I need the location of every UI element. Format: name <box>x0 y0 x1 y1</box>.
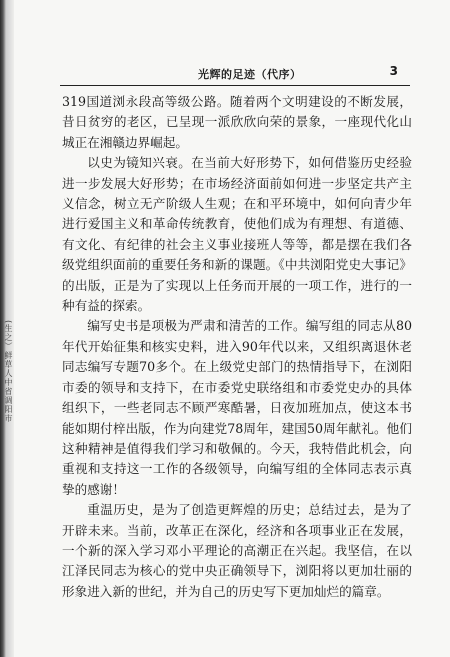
body-text <box>62 92 412 602</box>
header-rule <box>60 85 410 86</box>
paragraph: 以史为镜知兴衰。在当前大好形势下，如何借鉴历史经验进一步发展大好形势；在市场经济面前如何进一步坚定共产主义信念，树立无产阶级人生观；在和平环境中，如何向青少年进行爱国主义和革命传统教育，使他们成为有理想、有道德、有文化、有纪律的社会主义事业接班人等等，都是摆在我们各级党组织面前的重要任务和新的课题。《中共浏阳党史大事记》的出版，正是为了实现以上任务而开展的一项工作，进行的一种有益的探索。 <box>62 155 412 314</box>
paragraph: 重温历史，是为了创造更辉煌的历史；总结过去，是为了开辟未来。当前，改革正在深化，经济和各项事业正在发展，一个新的深入学习邓小平理论的高潮正在兴起。我坚信，在以江泽民同志为核心的党中央正确领导下，浏阳将以更加壮丽的形象进入新的世纪，并为自己的历史写下更加灿烂的篇章。 <box>62 502 412 599</box>
running-head-title: 光辉的足迹（代序） <box>198 68 302 81</box>
page-number: 3 <box>389 64 398 78</box>
paragraph-continued: 319国道浏永段高等级公路。随着两个文明建设的不断发展，昔日贫穷的老区，已呈现一派欣欣向荣的景象，一座现代化山城正在湘赣边界崛起。 <box>62 94 412 150</box>
paragraph: 编写史书是项极为严肃和清苦的工作。编写组的同志从80年代开始征集和核实史料，进入90年代以来，又组织离退休老同志编写专题70多个。在上级党史部门的热情指导下，在浏阳市委的领导和支持下，在市委党史联络组和市委党史办的具体组织下，一些老同志不顾严寒酷暑，日夜加班加点，使这本书能如期付梓出版，作为向建党78周年，建国50周年献礼。他们这种精神是值得我们学习和敬佩的。今天，我特借此机会，向重视和支持这一工作的各级领导，向编写组的全体同志表示真挚的感谢！ <box>62 318 412 497</box>
running-head <box>60 64 410 82</box>
binding-edge-text: (生之）鲜草人中省调阳市 <box>4 320 13 424</box>
